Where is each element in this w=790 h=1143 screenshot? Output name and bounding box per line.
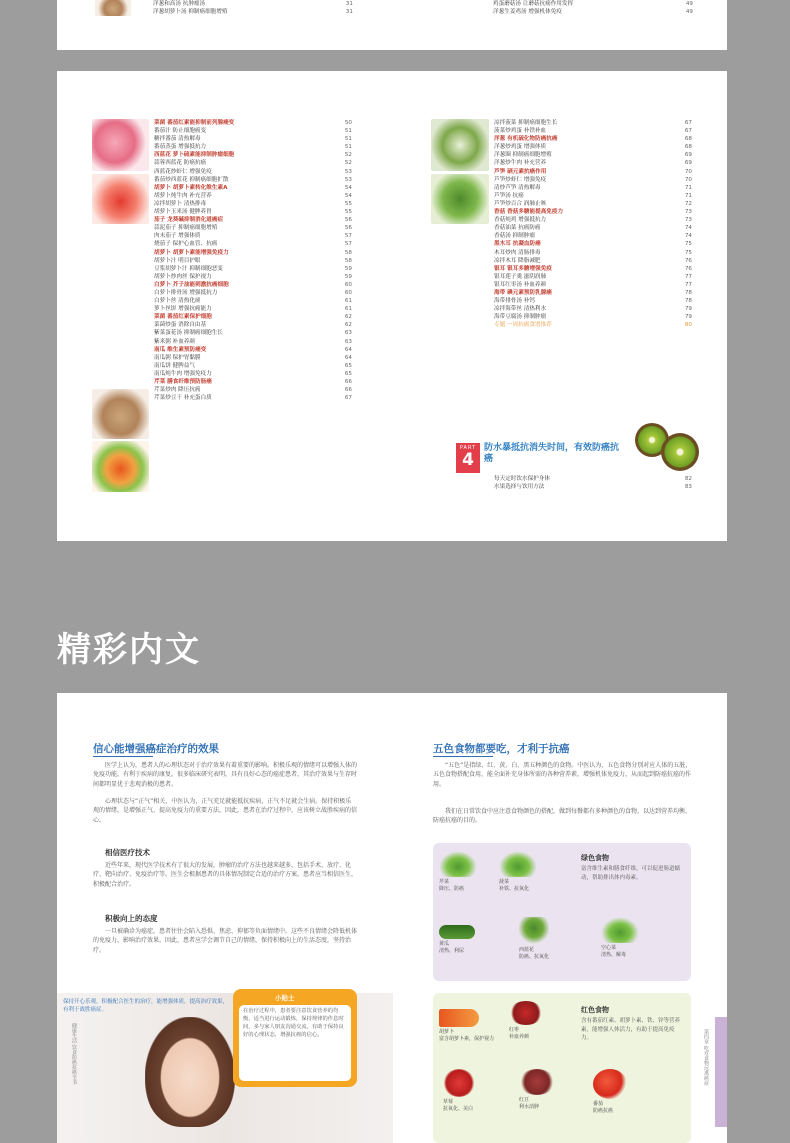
toc-entry-title: 水果选择与饮用方法 [494,484,545,491]
toc-entry-title: 肉末茄子 增强体质 [154,233,201,240]
toc-entry-title: 胡萝卜 胡萝卜素能增强免疫力 [154,249,229,256]
toc-entry-title: 木耳炒肉 清肠排毒 [494,249,541,256]
page-side-text: 健康生活 饮食防癌抗癌全书 [71,1023,77,1085]
toc-page-number: 63 [344,338,352,345]
toc-entry-title: 凉拌胡萝卜 清热排毒 [154,200,207,207]
food-note: 防癌、抗氧化 [519,954,550,960]
toc-entry-title: 南瓜饼 健脾益气 [154,362,195,369]
toc-page-number: 55 [344,209,352,216]
recipe-photo [95,0,131,16]
woman-portrait [145,1017,235,1127]
toc-entry-title: 芹菜炒豆干 补充蛋白质 [154,395,212,402]
toc-row [494,208,692,216]
toc-entry-title: 凉拌菠菜 抑制癌细胞生长 [494,120,558,126]
toc-row [154,224,352,232]
food-item [439,1001,499,1043]
toc-page-number: 71 [684,184,692,191]
toc-row [494,305,692,313]
toc-row [154,216,352,224]
toc-page-number: 51 [344,128,352,135]
toc-row [494,176,692,184]
toc-row [154,321,352,329]
toc-page-number: 50 [344,120,352,126]
toc-entry-title: 番茄蒸蛋 增强抵抗力 [154,144,207,151]
panel-title: 红色食物 [581,1006,609,1014]
toc-row [154,370,352,378]
toc-page-number: 67 [684,120,692,126]
toc-entry-title: 芦笋汤 抗癌 [494,192,524,199]
food-name: 芹菜 [439,879,450,885]
toc-row [494,249,692,257]
paragraph: “五色”是指绿、红、黄、白、黑五种颜色的食物。中医认为，五色食物分别对应人体的五脏，五色食物搭配食用，能全面补充身体所需的各种营养素，增强机体免疫力，从而起到防癌抗癌的作用。 [433,762,692,788]
toc-row [494,224,692,232]
toc-entry-title: 芦笋 硒元素抗癌作用 [494,168,547,175]
toc-row [154,127,352,135]
toc-page-number: 70 [684,176,692,183]
food-note: 清热、解毒 [601,952,627,958]
toc-row [494,321,692,329]
toc-row [494,483,692,491]
toc-entry-title: 洋葱圈 抑制癌细胞增殖 [494,152,552,159]
toc-page-number: 67 [684,128,692,135]
paragraph: 近些年来，现代医学技术有了很大的发展，肿瘤的治疗方法也越来越多，包括手术、放疗、化疗、靶向治疗、免疫治疗等。医生会根据患者的具体情况制定合适的治疗方案，患者应当相信医生，积极配合治疗。 [93,862,358,888]
toc-page-number: 64 [344,346,352,353]
food-note: 清热、利尿 [439,948,465,954]
food-name: 菠菜 [499,879,510,885]
toc-entry-title: 凉拌海带丝 清热利水 [494,306,547,313]
carrot-icon [439,1009,479,1027]
toc-entry-title: 海带 碘元素预防乳腺癌 [494,289,552,296]
toc-entry-title: 清炒芦笋 清热解毒 [494,184,541,191]
toc-row [494,281,692,289]
toc-page-number: 71 [684,192,692,199]
toc-row [154,346,352,354]
food-name: 红豆 [519,1097,530,1103]
toc-row [153,0,353,8]
food-name: 胡萝卜 [439,1029,455,1035]
toc-page-number: 76 [684,257,692,264]
toc-page-number: 74 [684,225,692,232]
paragraph: 心理状态与“正气”相关，中医认为，正气充足就能抵抗疾病，正气不足就会生病。保持积极乐观的情绪，是增强正气、提高免疫力的重要方法，因此，患者在治疗过程中，应该树立战胜疾病的信心。 [93,798,358,824]
toc-row [154,273,352,281]
recipe-photo-porridge [92,389,149,439]
toc-entry-title: 芹菜炒肉 降压抗癌 [154,387,201,394]
toc-page-number: 69 [684,160,692,167]
toc-row [493,8,693,16]
toc-page-number: 83 [684,484,692,491]
toc-page-number: 78 [684,289,692,296]
toc-entry-title: 银耳红枣汤 补血养颜 [494,281,547,288]
toc-page-number: 78 [684,298,692,305]
toc-row [494,127,692,135]
right-article-title: 五色食物都要吃，才利于抗癌 [433,743,570,755]
toc-page-number: 65 [344,362,352,369]
red-beans-icon [519,1069,555,1095]
toc-row [494,119,692,127]
toc-row [154,257,352,265]
toc-entry-title: 芦笋炒虾仁 增强免疫 [494,176,547,183]
toc-page-number: 73 [684,209,692,216]
recipe-photo-tomato [92,174,149,224]
toc-row [154,249,352,257]
toc-row [154,338,352,346]
toc-page-number: 75 [684,249,692,256]
recipe-photo-vegetables [92,441,149,492]
toc-entry-title: 番茄汁 防止细胞癌变 [154,128,207,135]
food-name: 黄瓜 [439,941,450,947]
tomato-icon [593,1069,627,1099]
part-label: PART [459,445,477,451]
toc-row [154,378,352,386]
toc-entry-title: 海带豆腐汤 抑制肿瘤 [494,314,547,321]
food-note: 降压、防癌 [439,886,465,892]
toc-top-left [153,0,353,16]
toc-row [154,281,352,289]
toc-entry-title: 香菇油菜 抗癌防癌 [494,225,541,232]
food-item [439,917,495,955]
toc-row [494,313,692,321]
toc-page-number: 79 [684,306,692,313]
toc-row [494,200,692,208]
toc-entry-title: 胡萝卜 胡萝卜素转化维生素A [154,184,228,191]
toc-row [154,313,352,321]
toc-row [154,289,352,297]
toc-row [154,240,352,248]
toc-entry-title: 洋葱生姜鸡汤 增强机体免疫 [493,9,562,16]
recipe-photo-salad [431,119,489,171]
toc-entry-title: 南瓜 维生素预防癌变 [154,346,207,353]
toc-page-number: 60 [344,289,352,296]
food-item [519,1069,575,1111]
toc-entry-title: 海带排骨汤 补钙 [494,298,535,305]
toc-entry-title: 番茄炒西蓝花 抑制癌细胞扩散 [154,176,229,183]
toc-page-number: 64 [344,354,352,361]
toc-page-number: 61 [344,306,352,313]
kiwi-icon [661,433,699,471]
toc-left-column [154,119,352,402]
toc-entry-title: 洋葱胡萝卜汤 抑制癌细胞增殖 [153,9,228,16]
toc-row [154,159,352,167]
water-spinach-icon [601,917,639,943]
toc-entry-title: 芹菜 膳食纤维预防肠癌 [154,379,212,385]
toc-row [494,289,692,297]
toc-entry-title: 糖拌番茄 清热解毒 [154,136,201,143]
broccoli-icon [519,917,549,945]
toc-entry-title: 菜菌 番茄红素能抑制前列腺癌变 [154,120,235,126]
toc-row [494,232,692,240]
toc-entry-title: 菜菌 番茄红素保护细胞 [154,314,212,321]
food-name: 空心菜 [601,945,617,951]
toc-row [154,232,352,240]
toc-entry-title: 银耳莲子羹 滋阴润肺 [494,273,547,280]
toc-page-number: 54 [344,192,352,199]
recipe-photo-juice [92,119,149,171]
panel-title: 绿色食物 [581,854,609,862]
toc-page-number: 77 [684,281,692,288]
toc-page-number: 58 [344,257,352,264]
food-item [499,851,559,893]
page-side-text: 第四章 吃对食物远离癌症 [703,1029,709,1086]
toc-entry-title: 白萝卜排骨汤 增强抵抗力 [154,289,218,296]
toc-row [494,273,692,281]
tip-text: 在治疗过程中，患者要注意饮食营养的均衡，适当进行运动锻炼，保持规律的作息时间，多与家人朋友沟通交流，有助于保持良好的心理状态，增强抗癌的信心。 [239,1005,351,1081]
food-name: 西蓝花 [519,947,535,953]
toc-entry-title: 芦笋炒百合 润肺止咳 [494,200,547,207]
toc-page-number: 58 [344,249,352,256]
toc-page-number: 49 [685,9,693,16]
toc-row [493,0,693,8]
toc-entry-title: 茄子 龙葵碱抑制消化道癌症 [154,217,224,224]
toc-page-number: 61 [344,298,352,305]
toc-row [154,208,352,216]
left-article-title: 信心能增强癌症治疗的效果 [93,743,219,755]
toc-row [494,192,692,200]
toc-page-number: 74 [684,233,692,240]
food-note: 富含胡萝卜素，保护视力 [439,1036,495,1042]
toc-page-number: 57 [344,241,352,248]
sample-content-spread [57,693,727,1143]
toc-entry-title: 南瓜炖牛肉 增强免疫力 [154,370,212,377]
photo-caption: 保持开心乐观，积极配合医生的治疗，能增强体质，提高治疗效果，有利于战胜癌症。 [63,999,229,1013]
chapter-tab [715,1017,727,1127]
previous-page-strip [57,0,727,50]
toc-right-column [494,119,692,329]
toc-entry-title: 西蓝花炒虾仁 增强免疫 [154,168,212,175]
part-number: 4 [462,450,474,470]
toc-row [154,265,352,273]
toc-entry-title: 专题 一周抗癌食谱推荐 [494,322,552,329]
toc-entry-title: 黑木耳 抗凝血防癌 [494,241,541,248]
toc-row [494,184,692,192]
section-heading: 精彩内文 [57,630,201,670]
toc-entry-title: 洋葱炒鸡蛋 增强体质 [494,144,547,151]
toc-page-number: 66 [344,379,352,385]
toc-row [494,168,692,176]
toc-page-number: 54 [344,184,352,191]
toc-page-number: 77 [684,273,692,280]
subheading: 相信医疗技术 [105,848,150,857]
toc-entry-title: 南瓜粥 保护胃黏膜 [154,354,201,361]
toc-entry-title: 菠菜炒鸡蛋 补铁补血 [494,128,547,135]
toc-row [154,184,352,192]
toc-page-number: 67 [344,395,352,402]
strawberry-icon [443,1069,475,1097]
food-note: 防癌抗癌 [593,1108,614,1114]
toc-row [494,257,692,265]
toc-page-number: 62 [344,314,352,321]
toc-entry-title: 紫米粥 补血养颜 [154,338,195,345]
food-note: 抗氧化、美白 [443,1106,474,1112]
toc-page-number: 68 [684,144,692,151]
toc-row [154,151,352,159]
toc-row [154,305,352,313]
food-item [509,1001,565,1041]
toc-page-number: 72 [684,200,692,207]
toc-entry-title: 洋葱炒牛肉 补充营养 [494,160,547,167]
toc-page-number: 52 [344,152,352,159]
food-note: 补血养颜 [509,1034,530,1040]
toc-row [154,200,352,208]
celery-icon [439,851,477,877]
part-badge [456,443,480,473]
toc-entry-title: 香菇 香菇多糖能提高免疫力 [494,209,564,216]
red-dates-icon [509,1001,543,1025]
panel-description: 含有番茄红素、胡萝卜素、铁、锌等营养素，能增强人体活力，有助于提高免疫力。 [581,1018,681,1041]
toc-row [494,159,692,167]
toc-entry-title: 胡萝卜炖牛肉 补充营养 [154,192,212,199]
toc-entry-title: 每天定时饮水保护身体 [494,476,550,482]
toc-entry-title: 香菇汤 抑制肿瘤 [494,233,535,240]
toc-row [154,143,352,151]
toc-row [494,475,692,483]
toc-page-number: 57 [344,233,352,240]
toc-row [494,265,692,273]
toc-page-number: 56 [344,217,352,224]
food-item [443,1069,499,1113]
tip-title: 小贴士 [275,994,295,1002]
green-food-panel [433,843,691,981]
toc-page-number: 65 [344,370,352,377]
toc-entry-title: 白萝卜 芥子油能刺激抗癌细胞 [154,281,229,288]
food-item [519,917,575,961]
toc-entry-title: 胡萝卜炒肉丝 保护视力 [154,273,212,280]
toc-row [494,135,692,143]
toc-page-number: 31 [345,9,353,16]
toc-entry-title: 胡萝卜汁 明目护眼 [154,257,201,264]
food-name: 番茄 [593,1101,604,1107]
toc-after-part [494,475,692,491]
toc-entry-title: 萝卜丝饼 增强抗癌能力 [154,306,212,313]
toc-page-number: 63 [344,330,352,337]
toc-entry-title: 白萝卜丝 清热化痰 [154,298,201,305]
toc-page-number: 70 [684,168,692,175]
toc-page-number: 80 [684,322,692,329]
toc-page-number: 55 [344,200,352,207]
toc-row [154,297,352,305]
food-item [593,1069,653,1115]
toc-page-number: 59 [344,265,352,272]
toc-page-number: 79 [684,314,692,321]
table-of-contents-spread [57,71,727,541]
toc-row [494,240,692,248]
toc-page-number: 49 [685,1,693,7]
toc-entry-title: 胡萝卜玉米汤 健脾养胃 [154,209,212,216]
recipe-photo-greens [431,174,489,224]
toc-row [154,135,352,143]
toc-row [154,176,352,184]
toc-page-number: 66 [344,387,352,394]
toc-page-number: 62 [344,322,352,329]
subheading: 积极向上的态度 [105,914,158,923]
toc-page-number: 76 [684,265,692,272]
food-item [439,851,491,893]
toc-entry-title: 紫菜蛋花汤 抑制癌细胞生长 [154,330,223,337]
toc-page-number: 52 [344,160,352,167]
toc-page-number: 73 [684,217,692,224]
tip-box [233,989,357,1087]
toc-row [494,297,692,305]
paragraph: 医学上认为，患者人的心理状态对于治疗效果有着重要的影响。积极乐观的情绪可以增强人体的免疫功能，有利于疾病的康复。很多临床研究表明，具有良好心态的癌症患者，其治疗效果与生存时间都明显优于悲观消极的患者。 [93,762,358,788]
toc-page-number: 53 [344,168,352,175]
toc-entry-title: 洋葱和高汤 抗肿瘤汤 [153,1,206,7]
toc-entry-title: 豆浆胡萝卜汁 抑制细胞恶变 [154,265,223,272]
paragraph: 我们在日常饮食中应注意食物颜色的搭配，做到每餐都有多种颜色的食物，以达到营养均衡、防癌抗癌的目的。 [433,808,692,825]
toc-page-number: 60 [344,281,352,288]
toc-row [154,119,352,127]
toc-row [154,192,352,200]
toc-entry-title: 香菇炖鸡 增强抵抗力 [494,217,547,224]
toc-entry-title: 鸡蛋蘑菇汤 让蘑菇抗癌作用发挥 [493,1,574,7]
panel-description: 富含维生素和膳食纤维，可以促进肠道蠕动，帮助排出体内毒素。 [581,866,681,881]
toc-page-number: 59 [344,273,352,280]
toc-entry-title: 菜菌炒蛋 消除自由基 [154,322,207,329]
spinach-icon [499,851,537,877]
toc-row [494,143,692,151]
toc-page-number: 82 [684,476,692,482]
food-note: 利水消肿 [519,1104,540,1110]
toc-row [154,354,352,362]
food-item [601,917,661,959]
toc-page-number: 56 [344,225,352,232]
toc-page-number: 51 [344,136,352,143]
toc-row [154,362,352,370]
toc-entry-title: 银耳 银耳多糖增强免疫 [494,265,552,272]
toc-row [154,394,352,402]
toc-page-number: 75 [684,241,692,248]
food-note: 补铁、抗氧化 [499,886,530,892]
toc-entry-title: 蒜泥茄子 抑制癌细胞增殖 [154,225,218,232]
red-food-panel [433,993,691,1143]
toc-entry-title: 西蓝花 萝卜硫素能抑制肿瘤细胞 [154,152,235,159]
toc-top-right [493,0,693,16]
toc-row [494,151,692,159]
toc-page-number: 31 [345,1,353,7]
toc-page-number: 69 [684,152,692,159]
toc-entry-title: 蒜蓉西蓝花 防癌抗癌 [154,160,207,167]
toc-row [494,216,692,224]
part-title: 防水暴抵抗消失时间，有效防癌抗癌 [484,443,620,464]
paragraph: 一旦被确诊为癌症，患者往往会陷入恐惧、焦虑、抑郁等负面情绪中。这些不良情绪会降低机体的免疫力，影响治疗效果。因此，患者应学会调节自己的情绪，保持积极向上的生活态度，坚持治疗。 [93,928,358,954]
cucumber-icon [439,925,475,939]
toc-row [153,8,353,16]
toc-row [154,386,352,394]
food-name: 红枣 [509,1027,520,1033]
toc-row [154,329,352,337]
toc-page-number: 51 [344,144,352,151]
toc-entry-title: 凉拌木耳 降脂减肥 [494,257,541,264]
toc-page-number: 53 [344,176,352,183]
toc-page-number: 68 [684,136,692,143]
toc-entry-title: 洋葱 有机硫化物防癌抗癌 [494,136,558,143]
toc-row [154,168,352,176]
food-name: 草莓 [443,1099,454,1105]
toc-entry-title: 烧茄子 保护心血管、抗癌 [154,241,218,248]
